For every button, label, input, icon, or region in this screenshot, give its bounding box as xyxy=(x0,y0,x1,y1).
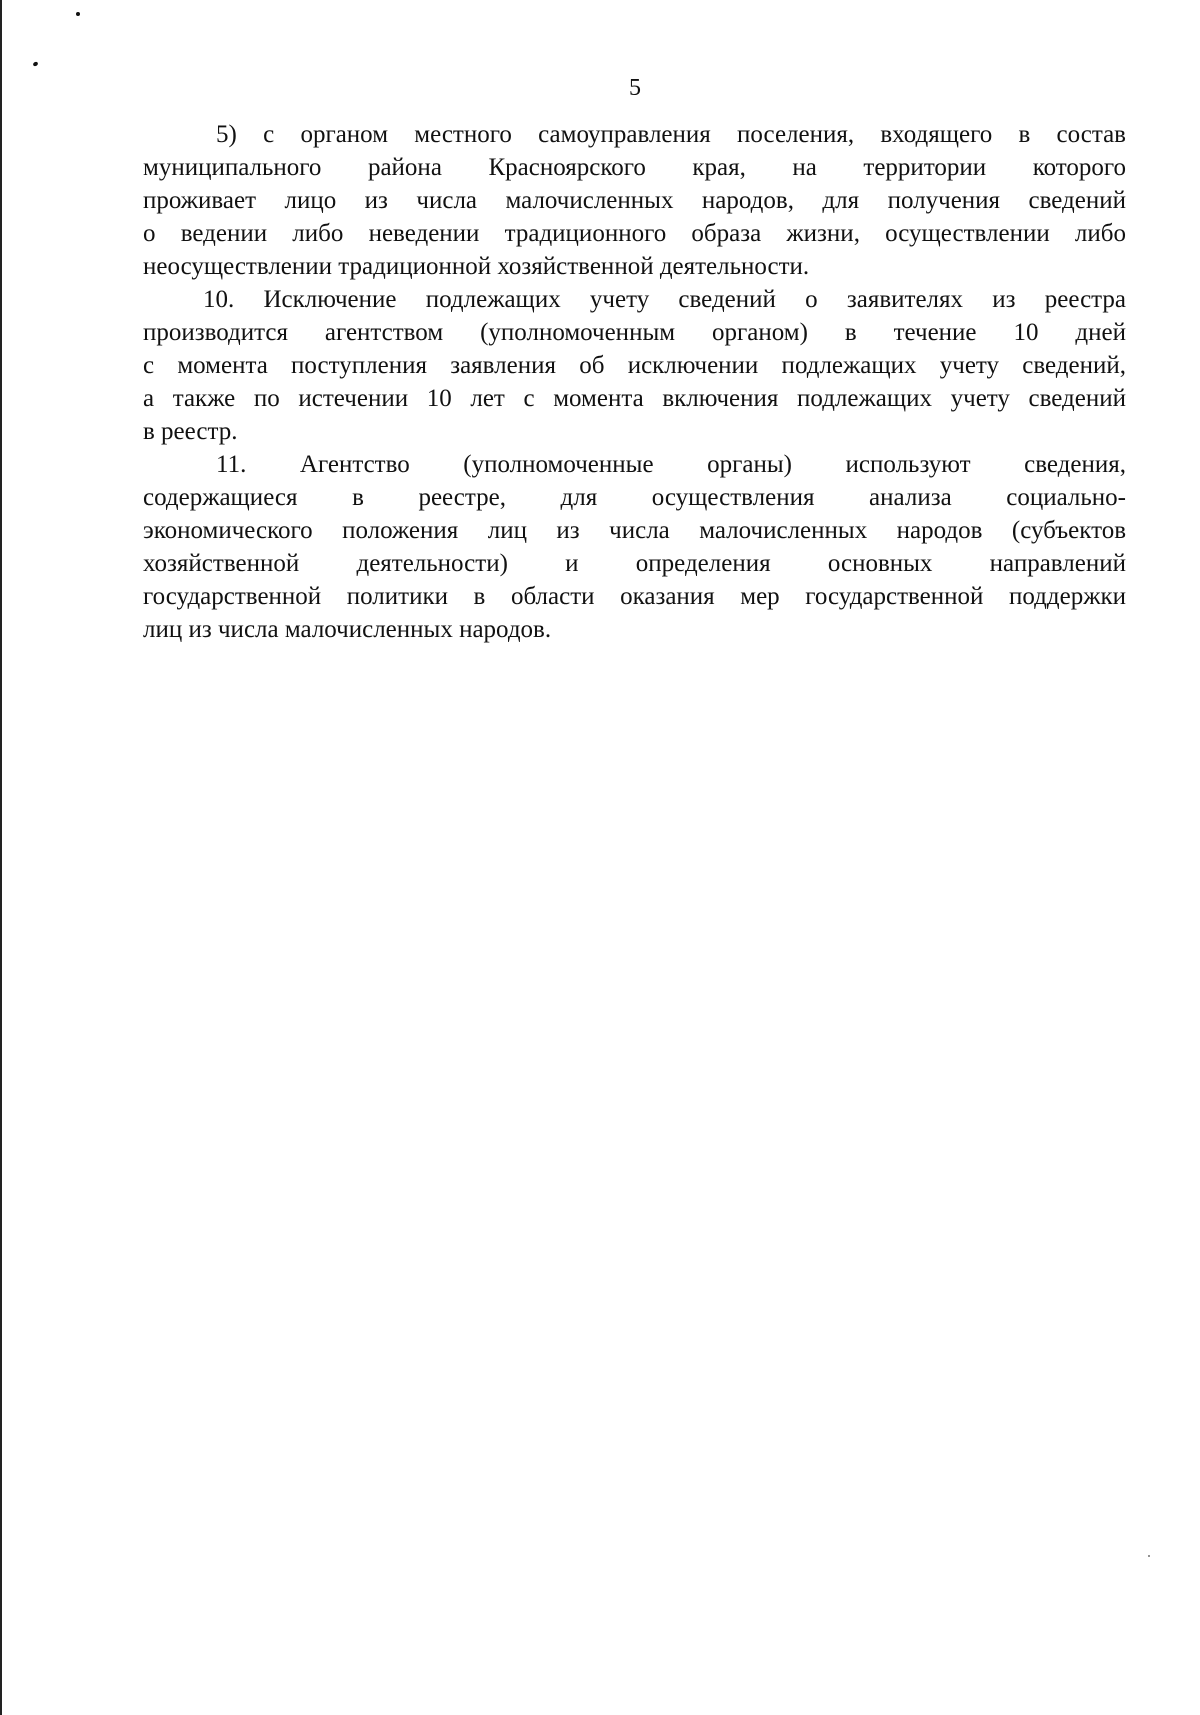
page-number: 5 xyxy=(629,75,641,101)
text-line: а также по истечении 10 лет с момента включения подлежащих учету сведений xyxy=(143,385,1126,412)
text-line: государственной политики в области оказания мер государственной поддержки xyxy=(143,583,1126,610)
text-line: лиц из числа малочисленных народов. xyxy=(143,616,552,643)
text-line: проживает лицо из числа малочисленных народов, для получения сведений xyxy=(143,187,1126,214)
document-body xyxy=(143,118,1126,646)
text-line: 5) с органом местного самоуправления поселения, входящего в состав xyxy=(216,121,1126,148)
scan-left-edge xyxy=(0,0,2,1715)
text-line: в реестр. xyxy=(143,418,238,445)
text-line: муниципального района Красноярского края, на территории которого xyxy=(143,154,1126,181)
text-line: 11. Агентство (уполномоченные органы) используют сведения, xyxy=(216,451,1126,478)
text-line: неосуществлении традиционной хозяйственной деятельности. xyxy=(143,253,810,280)
text-line: с момента поступления заявления об исключении подлежащих учету сведений, xyxy=(143,352,1126,379)
text-line: хозяйственной деятельности) и определения основных направлений xyxy=(143,550,1126,577)
scan-speck xyxy=(1148,1555,1150,1557)
text-line: 10. Исключение подлежащих учету сведений о заявителях из реестра xyxy=(203,286,1126,313)
scan-speck xyxy=(76,12,80,16)
paragraph-11 xyxy=(143,448,1126,646)
text-line: о ведении либо неведении традиционного образа жизни, осуществлении либо xyxy=(143,220,1126,247)
paragraph-item-5 xyxy=(143,118,1126,283)
text-line: экономического положения лиц из числа малочисленных народов (субъектов xyxy=(143,517,1126,544)
scan-speck xyxy=(32,61,38,67)
text-line: содержащиеся в реестре, для осуществления анализа социально- xyxy=(143,484,1126,511)
text-line: производится агентством (уполномоченным органом) в течение 10 дней xyxy=(143,319,1126,346)
paragraph-10 xyxy=(143,283,1126,448)
